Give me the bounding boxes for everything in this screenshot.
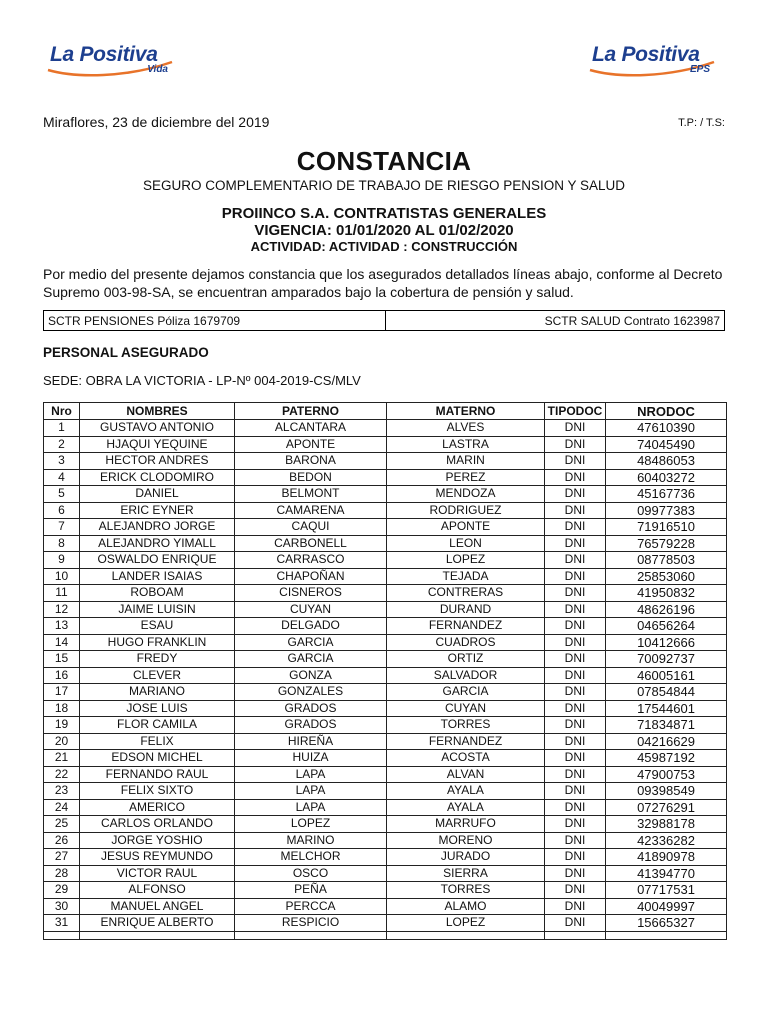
- sede-line: SEDE: OBRA LA VICTORIA - LP-Nº 004-2019-CS/MLV: [43, 373, 361, 388]
- cell-nro: 20: [44, 733, 80, 750]
- cell-materno: ALVAN: [387, 766, 545, 783]
- cell-nrodoc: 45987192: [606, 750, 727, 767]
- cell-nombres: ESAU: [80, 618, 235, 635]
- actividad: ACTIVIDAD: ACTIVIDAD : CONSTRUCCIÓN: [250, 239, 518, 254]
- cell-paterno: MELCHOR: [235, 849, 387, 866]
- cell-nombres: FLOR CAMILA: [80, 717, 235, 734]
- table-row: [44, 535, 727, 552]
- table-row: [44, 766, 727, 783]
- cell-nro: 17: [44, 684, 80, 701]
- header-paterno: PATERNO: [235, 403, 387, 420]
- cell-tipodoc: DNI: [545, 535, 606, 552]
- cell-nombres: DANIEL: [80, 486, 235, 503]
- cell-tipodoc: DNI: [545, 436, 606, 453]
- table-row: [44, 486, 727, 503]
- cell-paterno: CHAPOÑAN: [235, 568, 387, 585]
- cell-materno: SALVADOR: [387, 667, 545, 684]
- cell-nombres: JORGE YOSHIO: [80, 832, 235, 849]
- table-row: [44, 436, 727, 453]
- cell-nombres: FELIX: [80, 733, 235, 750]
- cell-nrodoc: 04656264: [606, 618, 727, 635]
- insured-personnel-table: [43, 402, 727, 940]
- cell-tipodoc: DNI: [545, 750, 606, 767]
- cell-materno: ACOSTA: [387, 750, 545, 767]
- cell-nro: 25: [44, 816, 80, 833]
- cell-nrodoc: 07717531: [606, 882, 727, 899]
- cell-tipodoc: DNI: [545, 502, 606, 519]
- cell-nombres: ALEJANDRO JORGE: [80, 519, 235, 536]
- table-row: [44, 717, 727, 734]
- cell-nrodoc: 25853060: [606, 568, 727, 585]
- cell-nombres: ALFONSO: [80, 882, 235, 899]
- cell-nombres: CARLOS ORLANDO: [80, 816, 235, 833]
- cell-tipodoc: DNI: [545, 816, 606, 833]
- cell-paterno: MARINO: [235, 832, 387, 849]
- table-row-partial: [44, 931, 727, 939]
- header-nrodoc: NRODOC: [606, 403, 727, 420]
- cell-materno: LOPEZ: [387, 552, 545, 569]
- place-date: Miraflores, 23 de diciembre del 2019: [43, 114, 270, 130]
- cell-paterno: LAPA: [235, 783, 387, 800]
- cell-nrodoc: 74045490: [606, 436, 727, 453]
- cell-nro: 30: [44, 898, 80, 915]
- cell-tipodoc: DNI: [545, 453, 606, 470]
- cell-empty: [606, 931, 727, 939]
- table-row: [44, 651, 727, 668]
- table-row: [44, 898, 727, 915]
- cell-paterno: BARONA: [235, 453, 387, 470]
- cell-nro: 15: [44, 651, 80, 668]
- cell-nrodoc: 10412666: [606, 634, 727, 651]
- cell-nro: 7: [44, 519, 80, 536]
- cell-nrodoc: 42336282: [606, 832, 727, 849]
- cell-tipodoc: DNI: [545, 618, 606, 635]
- cell-materno: APONTE: [387, 519, 545, 536]
- logo-brand-text: La Positiva: [592, 43, 700, 66]
- cell-nro: 2: [44, 436, 80, 453]
- cell-nro: 16: [44, 667, 80, 684]
- cell-tipodoc: DNI: [545, 585, 606, 602]
- cell-nrodoc: 70092737: [606, 651, 727, 668]
- table-row: [44, 519, 727, 536]
- cell-materno: JURADO: [387, 849, 545, 866]
- cell-nombres: ENRIQUE ALBERTO: [80, 915, 235, 932]
- cell-nro: 31: [44, 915, 80, 932]
- cell-nrodoc: 04216629: [606, 733, 727, 750]
- cell-paterno: CARBONELL: [235, 535, 387, 552]
- cell-nro: 21: [44, 750, 80, 767]
- table-row: [44, 799, 727, 816]
- cell-tipodoc: DNI: [545, 849, 606, 866]
- table-row: [44, 502, 727, 519]
- section-title: PERSONAL ASEGURADO: [43, 345, 209, 360]
- pension-policy: SCTR PENSIONES Póliza 1679709: [44, 311, 386, 330]
- cell-tipodoc: DNI: [545, 832, 606, 849]
- cell-materno: CUADROS: [387, 634, 545, 651]
- cell-nro: 26: [44, 832, 80, 849]
- cell-nrodoc: 48626196: [606, 601, 727, 618]
- cell-nrodoc: 15665327: [606, 915, 727, 932]
- cell-paterno: CAQUI: [235, 519, 387, 536]
- cell-nombres: HJAQUI YEQUINE: [80, 436, 235, 453]
- cell-nro: 5: [44, 486, 80, 503]
- cell-nombres: ERICK CLODOMIRO: [80, 469, 235, 486]
- cell-paterno: LOPEZ: [235, 816, 387, 833]
- cell-tipodoc: DNI: [545, 420, 606, 437]
- document-title: CONSTANCIA: [296, 146, 472, 176]
- cell-paterno: PERCCA: [235, 898, 387, 915]
- cell-materno: MARRUFO: [387, 816, 545, 833]
- document-subtitle: SEGURO COMPLEMENTARIO DE TRABAJO DE RIESGO PENSION Y SALUD: [142, 178, 626, 193]
- cell-paterno: ALCANTARA: [235, 420, 387, 437]
- cell-paterno: GRADOS: [235, 700, 387, 717]
- la-positiva-eps-logo: [592, 44, 710, 75]
- cell-empty: [235, 931, 387, 939]
- cell-nrodoc: 45167736: [606, 486, 727, 503]
- cell-nro: 18: [44, 700, 80, 717]
- cell-nrodoc: 71834871: [606, 717, 727, 734]
- cell-nombres: OSWALDO ENRIQUE: [80, 552, 235, 569]
- cell-nombres: ROBOAM: [80, 585, 235, 602]
- cell-tipodoc: DNI: [545, 733, 606, 750]
- cell-tipodoc: DNI: [545, 684, 606, 701]
- cell-nro: 27: [44, 849, 80, 866]
- table-row: [44, 832, 727, 849]
- cell-paterno: RESPICIO: [235, 915, 387, 932]
- cell-materno: TORRES: [387, 882, 545, 899]
- cell-nombres: AMERICO: [80, 799, 235, 816]
- cell-nombres: FREDY: [80, 651, 235, 668]
- cell-nro: 9: [44, 552, 80, 569]
- cell-materno: CONTRERAS: [387, 585, 545, 602]
- cell-materno: LASTRA: [387, 436, 545, 453]
- policy-box: [43, 310, 725, 331]
- cell-nro: 14: [44, 634, 80, 651]
- cell-nombres: ALEJANDRO YIMALL: [80, 535, 235, 552]
- cell-materno: AYALA: [387, 783, 545, 800]
- table-row: [44, 601, 727, 618]
- cell-materno: LEON: [387, 535, 545, 552]
- cell-paterno: PEÑA: [235, 882, 387, 899]
- table-row: [44, 552, 727, 569]
- cell-nro: 23: [44, 783, 80, 800]
- cell-paterno: OSCO: [235, 865, 387, 882]
- cell-tipodoc: DNI: [545, 915, 606, 932]
- table-row: [44, 849, 727, 866]
- cell-nro: 4: [44, 469, 80, 486]
- header-nombres: NOMBRES: [80, 403, 235, 420]
- table-row: [44, 700, 727, 717]
- cell-nrodoc: 07276291: [606, 799, 727, 816]
- cell-paterno: CAMARENA: [235, 502, 387, 519]
- cell-nro: 19: [44, 717, 80, 734]
- cell-empty: [545, 931, 606, 939]
- table-row: [44, 816, 727, 833]
- cell-nombres: HECTOR ANDRES: [80, 453, 235, 470]
- table-row: [44, 865, 727, 882]
- table-row: [44, 618, 727, 635]
- cell-nombres: LANDER ISAIAS: [80, 568, 235, 585]
- cell-paterno: GONZA: [235, 667, 387, 684]
- cell-materno: AYALA: [387, 799, 545, 816]
- cell-tipodoc: DNI: [545, 766, 606, 783]
- cell-paterno: CISNEROS: [235, 585, 387, 602]
- cell-nrodoc: 71916510: [606, 519, 727, 536]
- cell-nrodoc: 48486053: [606, 453, 727, 470]
- company-name: PROIINCO S.A. CONTRATISTAS GENERALES: [221, 205, 547, 222]
- cell-materno: FERNANDEZ: [387, 618, 545, 635]
- table-row: [44, 915, 727, 932]
- cell-paterno: GRADOS: [235, 717, 387, 734]
- cell-nro: 24: [44, 799, 80, 816]
- cell-paterno: GARCIA: [235, 651, 387, 668]
- cell-nrodoc: 76579228: [606, 535, 727, 552]
- cell-nrodoc: 47610390: [606, 420, 727, 437]
- header-tipodoc: TIPODOC: [545, 403, 606, 420]
- cell-paterno: CARRASCO: [235, 552, 387, 569]
- cell-tipodoc: DNI: [545, 552, 606, 569]
- table-row: [44, 453, 727, 470]
- table-row: [44, 634, 727, 651]
- table-row: [44, 585, 727, 602]
- cell-paterno: APONTE: [235, 436, 387, 453]
- cell-nrodoc: 41394770: [606, 865, 727, 882]
- cell-tipodoc: DNI: [545, 568, 606, 585]
- cell-materno: TORRES: [387, 717, 545, 734]
- cell-nrodoc: 32988178: [606, 816, 727, 833]
- cell-materno: SIERRA: [387, 865, 545, 882]
- cell-tipodoc: DNI: [545, 519, 606, 536]
- cell-nrodoc: 40049997: [606, 898, 727, 915]
- tp-ts-label: T.P: / T.S:: [678, 117, 725, 129]
- cell-nro: 13: [44, 618, 80, 635]
- cell-nombres: HUGO FRANKLIN: [80, 634, 235, 651]
- cell-paterno: GARCIA: [235, 634, 387, 651]
- logo-sub-text: Vida: [147, 64, 168, 75]
- cell-tipodoc: DNI: [545, 865, 606, 882]
- table-header-row: [44, 403, 727, 420]
- logo-brand-text: La Positiva: [50, 43, 158, 66]
- table-row: [44, 568, 727, 585]
- cell-nro: 11: [44, 585, 80, 602]
- table-row: [44, 733, 727, 750]
- cell-nro: 22: [44, 766, 80, 783]
- cell-paterno: BEDON: [235, 469, 387, 486]
- health-contract: SCTR SALUD Contrato 1623987: [544, 313, 720, 328]
- cell-nombres: CLEVER: [80, 667, 235, 684]
- cell-nombres: GUSTAVO ANTONIO: [80, 420, 235, 437]
- cell-nrodoc: 09398549: [606, 783, 727, 800]
- cell-tipodoc: DNI: [545, 799, 606, 816]
- logo-sub-text: EPS: [689, 64, 710, 75]
- table-row: [44, 750, 727, 767]
- cell-nombres: MARIANO: [80, 684, 235, 701]
- cell-paterno: CUYAN: [235, 601, 387, 618]
- vigencia: VIGENCIA: 01/01/2020 AL 01/02/2020: [254, 222, 514, 239]
- cell-paterno: LAPA: [235, 799, 387, 816]
- cell-tipodoc: DNI: [545, 634, 606, 651]
- cell-nrodoc: 09977383: [606, 502, 727, 519]
- cell-nro: 1: [44, 420, 80, 437]
- cell-nro: 6: [44, 502, 80, 519]
- cell-nrodoc: 07854844: [606, 684, 727, 701]
- cell-materno: PEREZ: [387, 469, 545, 486]
- cell-materno: CUYAN: [387, 700, 545, 717]
- cell-paterno: DELGADO: [235, 618, 387, 635]
- cell-nrodoc: 60403272: [606, 469, 727, 486]
- cell-materno: LOPEZ: [387, 915, 545, 932]
- cell-paterno: LAPA: [235, 766, 387, 783]
- cell-nombres: MANUEL ANGEL: [80, 898, 235, 915]
- cell-empty: [387, 931, 545, 939]
- table-row: [44, 420, 727, 437]
- cell-tipodoc: DNI: [545, 700, 606, 717]
- cell-nro: 8: [44, 535, 80, 552]
- cell-empty: [44, 931, 80, 939]
- cell-nombres: EDSON MICHEL: [80, 750, 235, 767]
- cell-materno: ALVES: [387, 420, 545, 437]
- cell-nro: 3: [44, 453, 80, 470]
- table-row: [44, 667, 727, 684]
- cell-nrodoc: 41950832: [606, 585, 727, 602]
- cell-paterno: HIREÑA: [235, 733, 387, 750]
- cell-empty: [80, 931, 235, 939]
- cell-nrodoc: 41890978: [606, 849, 727, 866]
- la-positiva-vida-logo: [50, 44, 168, 75]
- cell-materno: RODRIGUEZ: [387, 502, 545, 519]
- table-row: [44, 882, 727, 899]
- cell-paterno: GONZALES: [235, 684, 387, 701]
- cell-materno: GARCIA: [387, 684, 545, 701]
- cell-materno: MENDOZA: [387, 486, 545, 503]
- intro-paragraph: Por medio del presente dejamos constancia que los asegurados detallados líneas abajo, conforme al Decreto Supremo 003-98-SA, se encuentran amparados bajo la cobertura de pensión y salud.: [43, 266, 723, 300]
- cell-tipodoc: DNI: [545, 651, 606, 668]
- cell-nrodoc: 08778503: [606, 552, 727, 569]
- cell-nombres: FELIX SIXTO: [80, 783, 235, 800]
- cell-nombres: ERIC EYNER: [80, 502, 235, 519]
- cell-paterno: HUIZA: [235, 750, 387, 767]
- cell-nombres: FERNANDO RAUL: [80, 766, 235, 783]
- cell-tipodoc: DNI: [545, 717, 606, 734]
- cell-materno: FERNANDEZ: [387, 733, 545, 750]
- table-row: [44, 469, 727, 486]
- cell-nrodoc: 47900753: [606, 766, 727, 783]
- cell-nro: 28: [44, 865, 80, 882]
- cell-paterno: BELMONT: [235, 486, 387, 503]
- cell-nrodoc: 46005161: [606, 667, 727, 684]
- cell-tipodoc: DNI: [545, 486, 606, 503]
- cell-materno: DURAND: [387, 601, 545, 618]
- header-materno: MATERNO: [387, 403, 545, 420]
- cell-nombres: VICTOR RAUL: [80, 865, 235, 882]
- header-nro: Nro: [44, 403, 80, 420]
- cell-materno: MARIN: [387, 453, 545, 470]
- cell-materno: MORENO: [387, 832, 545, 849]
- table-row: [44, 684, 727, 701]
- cell-tipodoc: DNI: [545, 601, 606, 618]
- cell-tipodoc: DNI: [545, 667, 606, 684]
- cell-nro: 10: [44, 568, 80, 585]
- cell-materno: ORTIZ: [387, 651, 545, 668]
- cell-nro: 12: [44, 601, 80, 618]
- cell-nro: 29: [44, 882, 80, 899]
- cell-nrodoc: 17544601: [606, 700, 727, 717]
- cell-tipodoc: DNI: [545, 783, 606, 800]
- cell-tipodoc: DNI: [545, 898, 606, 915]
- cell-nombres: JOSE LUIS: [80, 700, 235, 717]
- cell-nombres: JESUS REYMUNDO: [80, 849, 235, 866]
- cell-tipodoc: DNI: [545, 882, 606, 899]
- table-row: [44, 783, 727, 800]
- cell-materno: ALAMO: [387, 898, 545, 915]
- cell-materno: TEJADA: [387, 568, 545, 585]
- cell-tipodoc: DNI: [545, 469, 606, 486]
- cell-nombres: JAIME LUISIN: [80, 601, 235, 618]
